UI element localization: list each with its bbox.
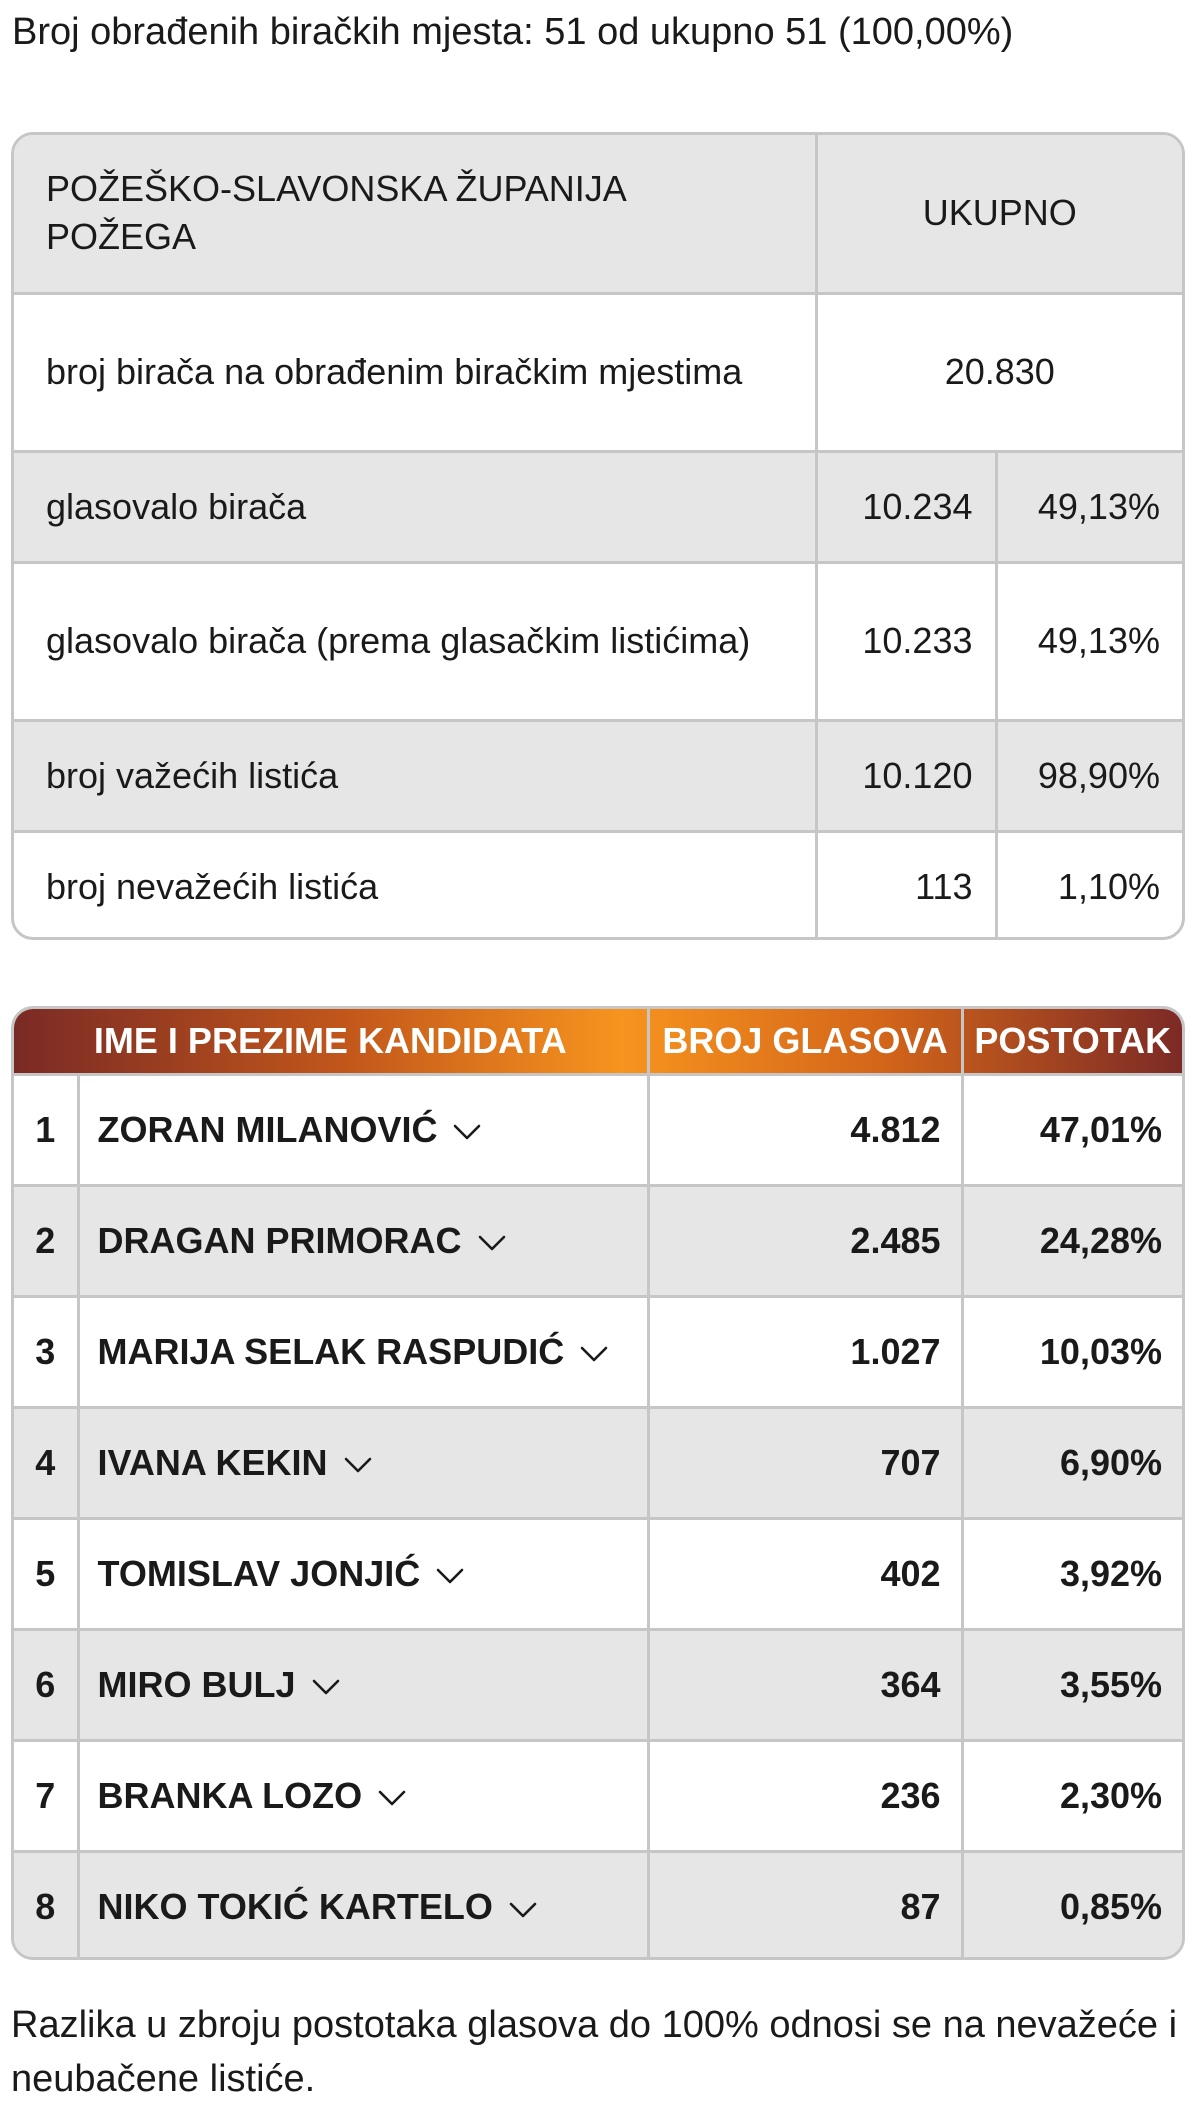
summary-row-registered-voters xyxy=(14,293,1182,451)
chevron-down-icon[interactable] xyxy=(312,1664,340,1704)
chevron-down-icon[interactable] xyxy=(453,1109,481,1149)
percentage-footnote: Razlika u zbroju postotaka glasova do 100% odnosi se na nevažeće i neubačene listiće. xyxy=(11,2004,1178,2100)
summary-row-percent: 49,13% xyxy=(996,562,1182,720)
candidate-name[interactable]: DRAGAN PRIMORAC xyxy=(97,1219,462,1261)
candidate-name[interactable]: MARIJA SELAK RASPUDIĆ xyxy=(97,1330,565,1372)
summary-row-label: glasovalo birača xyxy=(14,451,816,562)
candidate-name-cell[interactable] xyxy=(78,1074,648,1185)
candidate-name-cell[interactable] xyxy=(78,1296,648,1407)
chevron-down-icon[interactable] xyxy=(436,1553,464,1593)
region-name xyxy=(14,135,816,293)
candidate-name[interactable]: IVANA KEKIN xyxy=(97,1441,328,1483)
turnout-summary-table xyxy=(11,132,1185,940)
candidate-rank: 1 xyxy=(14,1074,78,1185)
region-county: POŽEŠKO-SLAVONSKA ŽUPANIJA xyxy=(46,168,627,210)
chevron-down-icon[interactable] xyxy=(378,1775,406,1815)
summary-row-value: 10.233 xyxy=(816,562,996,720)
chevron-down-icon[interactable] xyxy=(509,1887,537,1927)
candidate-name[interactable]: TOMISLAV JONJIĆ xyxy=(97,1552,421,1594)
percent-column-header: POSTOTAK xyxy=(962,1009,1182,1074)
candidate-votes: 87 xyxy=(648,1851,962,1960)
summary-row-label: broj birača na obrađenim biračkim mjestima xyxy=(14,293,816,451)
region-city: POŽEGA xyxy=(46,216,197,258)
candidate-percent: 24,28% xyxy=(962,1185,1182,1296)
candidate-name-cell[interactable] xyxy=(78,1518,648,1629)
summary-row-voted-by-ballots xyxy=(14,562,1182,720)
candidate-row[interactable] xyxy=(14,1518,1182,1629)
candidate-rank: 3 xyxy=(14,1296,78,1407)
candidate-rank: 6 xyxy=(14,1629,78,1740)
summary-row-percent: 1,10% xyxy=(996,831,1182,940)
candidate-votes: 1.027 xyxy=(648,1296,962,1407)
summary-row-label: broj važećih listića xyxy=(14,720,816,831)
candidate-name-column-header: IME I PREZIME KANDIDATA xyxy=(93,1019,567,1061)
chevron-down-icon[interactable] xyxy=(344,1442,372,1482)
candidate-percent: 10,03% xyxy=(962,1296,1182,1407)
summary-row-percent: 98,90% xyxy=(996,720,1182,831)
candidate-name-cell[interactable] xyxy=(78,1740,648,1851)
candidate-row[interactable] xyxy=(14,1629,1182,1740)
summary-row-invalid-ballots xyxy=(14,831,1182,940)
candidate-row[interactable] xyxy=(14,1296,1182,1407)
chevron-down-icon[interactable] xyxy=(478,1220,506,1260)
candidate-name[interactable]: NIKO TOKIĆ KARTELO xyxy=(97,1886,493,1928)
candidate-rank: 4 xyxy=(14,1407,78,1518)
candidate-row[interactable] xyxy=(14,1185,1182,1296)
candidate-name[interactable]: ZORAN MILANOVIĆ xyxy=(97,1108,438,1150)
candidate-percent: 3,92% xyxy=(962,1518,1182,1629)
candidate-votes: 364 xyxy=(648,1629,962,1740)
summary-row-label: broj nevažećih listića xyxy=(14,831,816,940)
summary-row-value: 20.830 xyxy=(816,293,1182,451)
candidate-name[interactable]: MIRO BULJ xyxy=(97,1663,296,1705)
candidate-row[interactable] xyxy=(14,1407,1182,1518)
candidate-percent: 0,85% xyxy=(962,1851,1182,1960)
summary-row-value: 10.120 xyxy=(816,720,996,831)
candidate-name-cell[interactable] xyxy=(78,1407,648,1518)
summary-header-row xyxy=(14,135,1182,293)
candidate-percent: 47,01% xyxy=(962,1074,1182,1185)
candidate-rank: 5 xyxy=(14,1518,78,1629)
candidate-row[interactable] xyxy=(14,1074,1182,1185)
candidate-percent: 6,90% xyxy=(962,1407,1182,1518)
summary-row-valid-ballots xyxy=(14,720,1182,831)
total-column-header: UKUPNO xyxy=(816,135,1182,293)
votes-column-header: BROJ GLASOVA xyxy=(648,1009,962,1074)
candidate-rank: 8 xyxy=(14,1851,78,1960)
candidate-name-cell[interactable] xyxy=(78,1851,648,1960)
candidate-votes: 4.812 xyxy=(648,1074,962,1185)
candidate-name-cell[interactable] xyxy=(78,1185,648,1296)
candidate-percent: 3,55% xyxy=(962,1629,1182,1740)
candidate-name[interactable]: BRANKA LOZO xyxy=(97,1774,363,1816)
candidate-votes: 402 xyxy=(648,1518,962,1629)
candidate-votes: 2.485 xyxy=(648,1185,962,1296)
candidate-rank: 2 xyxy=(14,1185,78,1296)
chevron-down-icon[interactable] xyxy=(580,1331,608,1371)
candidate-votes: 707 xyxy=(648,1407,962,1518)
candidate-row[interactable] xyxy=(14,1740,1182,1851)
summary-row-value: 10.234 xyxy=(816,451,996,562)
candidate-percent: 2,30% xyxy=(962,1740,1182,1851)
processed-polling-stations-status: Broj obrađenih biračkih mjesta: 51 od ukupno 51 (100,00%) xyxy=(12,11,1014,53)
candidate-name-cell[interactable] xyxy=(78,1629,648,1740)
candidate-row[interactable] xyxy=(14,1851,1182,1960)
candidate-rank: 7 xyxy=(14,1740,78,1851)
candidates-header-row xyxy=(14,1009,1182,1074)
summary-row-voted xyxy=(14,451,1182,562)
candidates-results-table xyxy=(11,1006,1185,1960)
candidate-votes: 236 xyxy=(648,1740,962,1851)
summary-row-value: 113 xyxy=(816,831,996,940)
summary-row-percent: 49,13% xyxy=(996,451,1182,562)
summary-row-label: glasovalo birača (prema glasačkim listićima) xyxy=(14,562,816,720)
